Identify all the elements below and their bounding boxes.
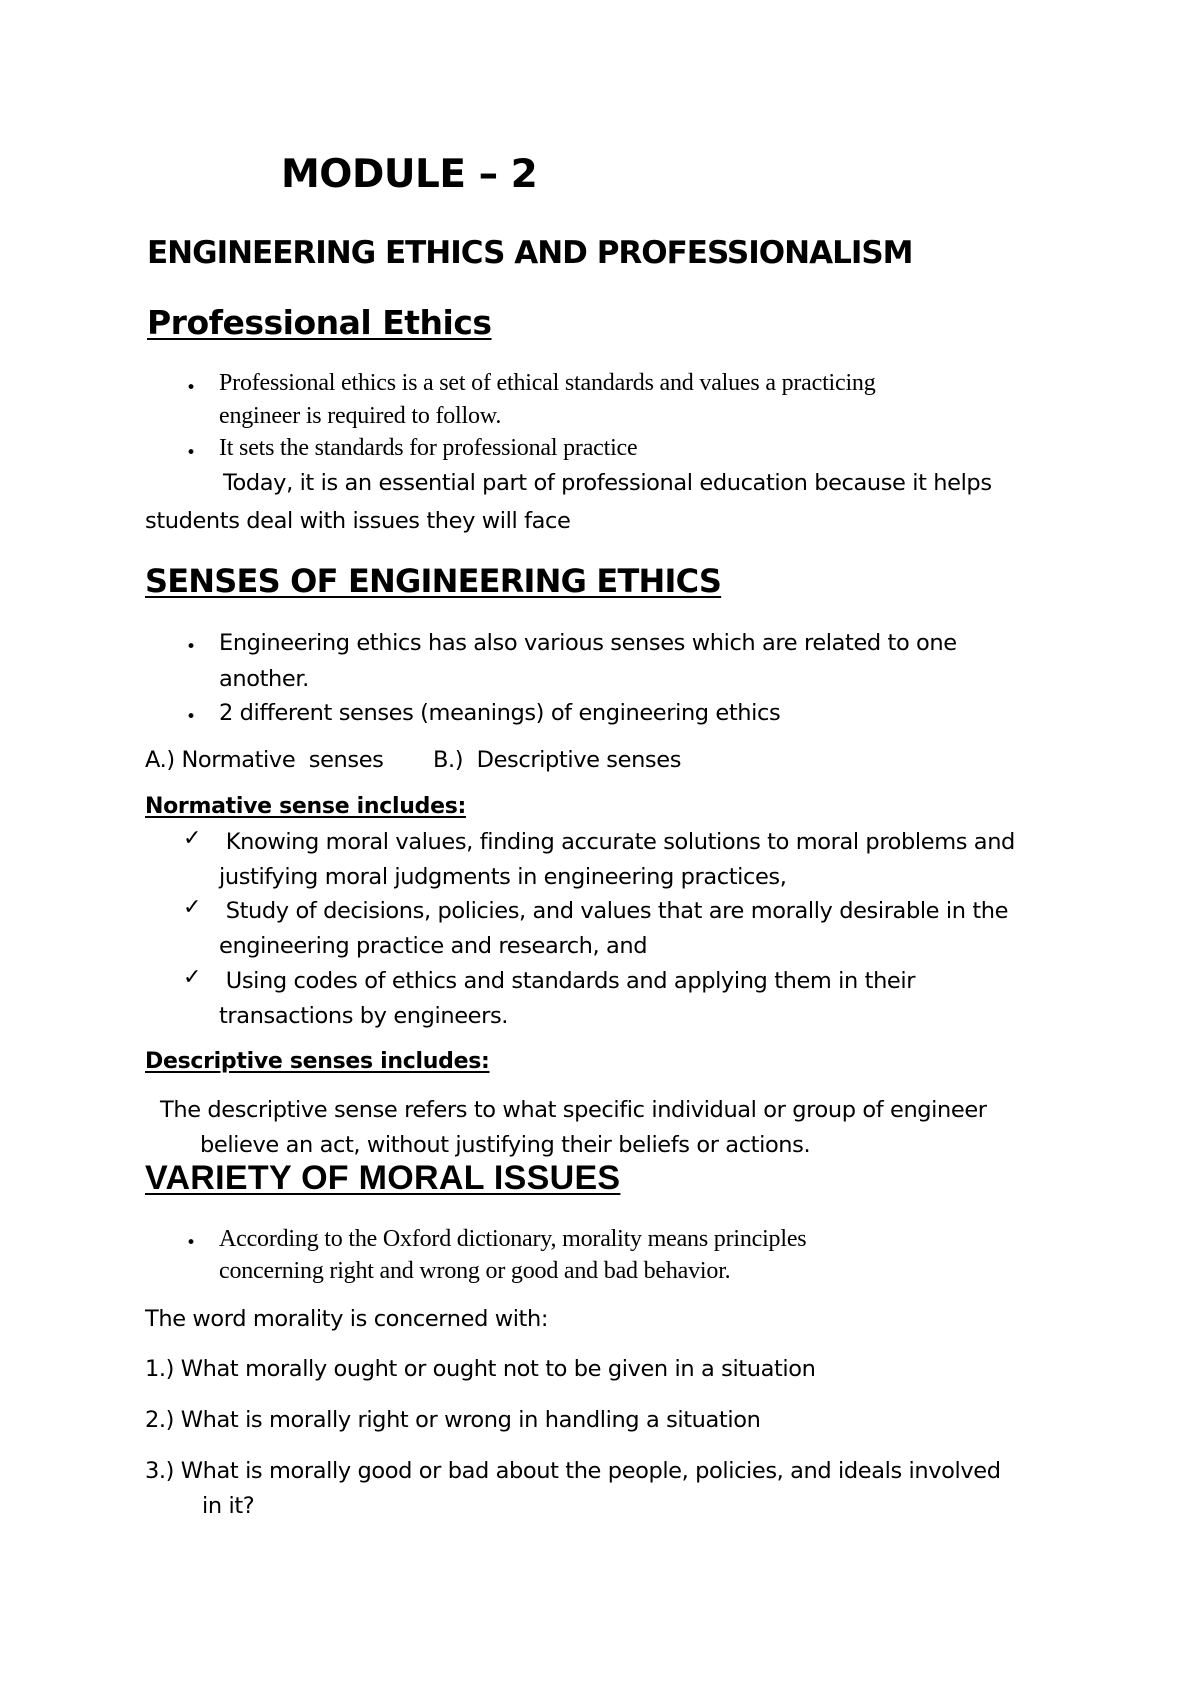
bullet-icon: •	[186, 1233, 197, 1253]
normative-item-2-line-1: Study of decisions, policies, and values that are morally desirable in the	[219, 898, 1009, 924]
prof-bullet-1-line-1: Professional ethics is a set of ethical standards and values a practicing	[219, 370, 876, 396]
checkmark-icon: ✓	[183, 965, 202, 990]
morality-item-2: 2.) What is morally right or wrong in handling a situation	[145, 1407, 761, 1433]
heading-senses-of-engineering-ethics: SENSES OF ENGINEERING ETHICS	[145, 562, 722, 600]
module-title: MODULE – 2	[281, 152, 538, 197]
morality-item-3-line-1: 3.) What is morally good or bad about the people, policies, and ideals involved	[145, 1458, 1001, 1484]
heading-normative-sense: Normative sense includes:	[145, 794, 466, 819]
document-subtitle: ENGINEERING ETHICS AND PROFESSIONALISM	[147, 235, 913, 271]
normative-item-3-line-2: transactions by engineers.	[219, 1003, 509, 1029]
variety-bullet-line-2: concerning right and wrong or good and bad behavior.	[219, 1258, 731, 1284]
bullet-icon: •	[186, 443, 197, 463]
heading-descriptive-senses: Descriptive senses includes:	[145, 1049, 490, 1074]
heading-professional-ethics: Professional Ethics	[147, 303, 492, 342]
normative-item-1-line-2: justifying moral judgments in engineering practices,	[219, 864, 787, 890]
descriptive-senses-label: B.) Descriptive senses	[433, 747, 682, 773]
prof-bullet-1-line-2: engineer is required to follow.	[219, 403, 502, 429]
checkmark-icon: ✓	[183, 895, 202, 920]
heading-variety-of-moral-issues: VARIETY OF MORAL ISSUES	[145, 1159, 621, 1197]
morality-item-3-line-2: in it?	[202, 1493, 255, 1519]
morality-item-1: 1.) What morally ought or ought not to be given in a situation	[145, 1356, 816, 1382]
descriptive-line-2: believe an act, without justifying their beliefs or actions.	[200, 1132, 811, 1158]
morality-intro: The word morality is concerned with:	[145, 1306, 549, 1332]
normative-item-1-line-1: Knowing moral values, finding accurate solutions to moral problems and	[219, 829, 1015, 855]
senses-bullet-2-line-1: 2 different senses (meanings) of engineering ethics	[219, 700, 781, 726]
prof-bullet-2-line-1: It sets the standards for professional practice	[219, 435, 638, 461]
checkmark-icon: ✓	[183, 826, 202, 851]
normative-senses-label: A.) Normative senses	[145, 747, 384, 773]
senses-bullet-1-line-1: Engineering ethics has also various senses which are related to one	[219, 630, 957, 656]
bullet-icon: •	[186, 637, 197, 657]
senses-bullet-1-line-2: another.	[219, 666, 309, 692]
bullet-icon: •	[186, 707, 197, 727]
prof-paragraph-line-1: Today, it is an essential part of professional education because it helps	[223, 470, 992, 496]
variety-bullet-line-1: According to the Oxford dictionary, morality means principles	[219, 1226, 807, 1252]
normative-item-3-line-1: Using codes of ethics and standards and applying them in their	[219, 968, 916, 994]
prof-paragraph-line-2: students deal with issues they will face	[145, 508, 571, 534]
descriptive-line-1: The descriptive sense refers to what specific individual or group of engineer	[160, 1097, 987, 1123]
normative-item-2-line-2: engineering practice and research, and	[219, 933, 648, 959]
bullet-icon: •	[186, 378, 197, 398]
